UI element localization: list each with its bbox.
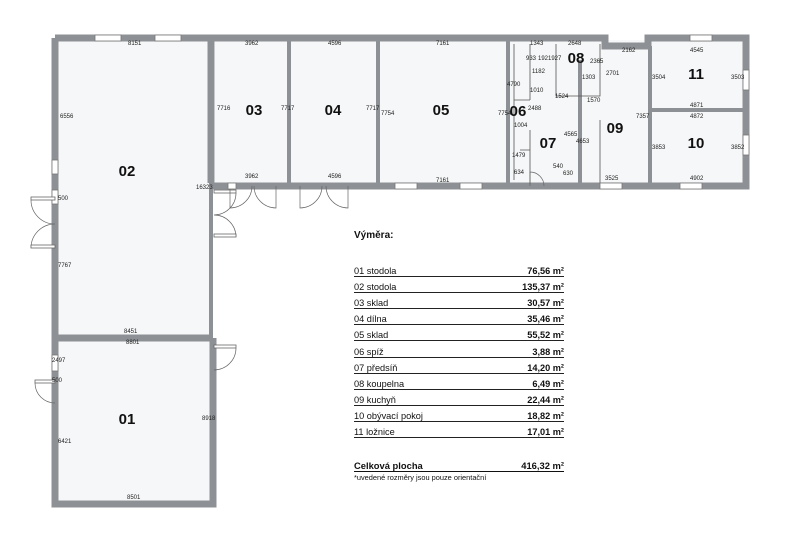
dim-label: 4565	[564, 132, 578, 138]
dim-label: 1303	[582, 75, 596, 81]
dim-label: 6421	[58, 439, 72, 445]
dim-label: 3962	[245, 174, 259, 180]
room-02-label: 02	[118, 162, 136, 180]
dim-label: 540	[553, 164, 564, 170]
legend-row	[354, 374, 564, 390]
dim-label: 4871	[690, 103, 704, 109]
legend-row-value: 30,57 m²	[527, 298, 564, 309]
dim-label: 7767	[58, 263, 72, 269]
legend-row-label: 03 sklad	[354, 298, 389, 309]
dim-label: 1921927	[538, 56, 562, 62]
dim-label: 7717	[281, 106, 295, 112]
legend-row	[354, 261, 564, 277]
legend-row-value: 76,56 m²	[527, 266, 564, 277]
dim-label: 2648	[568, 41, 582, 47]
dim-label: 4872	[690, 114, 704, 120]
dim-label: 6556	[60, 114, 74, 120]
dim-label: 1479	[512, 153, 526, 159]
legend-total	[354, 458, 564, 472]
total-label: Celková plocha	[354, 460, 423, 472]
dim-label: 7754	[498, 111, 512, 117]
legend-row-label: 05 sklad	[354, 330, 389, 341]
legend-row-label: 06 spíž	[354, 346, 384, 357]
legend-row	[354, 406, 564, 422]
legend-row	[354, 293, 564, 309]
room-03-label: 03	[245, 101, 263, 119]
room-06-label: 06	[509, 102, 527, 120]
legend-note: *uvedené rozměry jsou pouze orientační	[354, 473, 487, 483]
legend-row-value: 17,01 m²	[527, 427, 564, 438]
dim-label: 4596	[328, 41, 342, 47]
dim-label: 634	[514, 170, 525, 176]
room-11-label: 11	[688, 65, 704, 83]
legend-row	[354, 422, 564, 438]
dim-label: 8801	[126, 340, 140, 346]
room-09-label: 09	[606, 119, 624, 137]
legend-row-value: 22,44 m²	[527, 394, 564, 405]
dim-label: 16323	[196, 185, 213, 191]
dim-label: 8151	[128, 41, 142, 47]
room-07-label: 07	[539, 134, 557, 152]
dim-label: 1343	[530, 41, 544, 47]
dim-label: 3504	[652, 75, 666, 81]
dim-label: 8918	[202, 416, 216, 422]
legend-row	[354, 341, 564, 357]
legend-row-value: 18,82 m²	[527, 410, 564, 421]
dim-label: 4596	[328, 174, 342, 180]
legend-row-value: 35,46 m²	[527, 314, 564, 325]
dim-label: 3853	[652, 145, 666, 151]
dim-label: 7161	[436, 41, 450, 47]
dim-label: 2365	[590, 59, 604, 65]
legend-row-label: 09 kuchyň	[354, 394, 396, 405]
legend-title: Výměra:	[354, 230, 394, 241]
dim-label: 8451	[124, 329, 138, 335]
legend-row-label: 10 obývací pokoj	[354, 410, 423, 421]
dim-label: 2701	[606, 71, 620, 77]
legend-row-label: 07 předsíň	[354, 362, 398, 373]
dim-label: 3852	[731, 145, 745, 151]
dim-label: 1004	[514, 123, 528, 129]
room-08-label: 08	[567, 49, 585, 67]
dim-label: 1570	[587, 98, 601, 104]
legend-row-label: 04 dílna	[354, 314, 387, 325]
room-01-label: 01	[118, 410, 136, 428]
dim-label: 3525	[605, 176, 619, 182]
legend-row-value: 3,88 m²	[532, 346, 564, 357]
room-10-label: 10	[687, 134, 705, 152]
legend-row	[354, 390, 564, 406]
legend-row	[354, 358, 564, 374]
legend-row-label: 01 stodola	[354, 266, 397, 277]
legend-row-value: 14,20 m²	[527, 362, 564, 373]
dim-label: 4545	[690, 48, 704, 54]
dim-label: 1182	[532, 69, 545, 75]
dim-label: 8501	[127, 495, 141, 501]
dim-label: 4790	[507, 82, 521, 88]
legend-row-value: 55,52 m²	[527, 330, 564, 341]
room-04-label: 04	[324, 101, 342, 119]
dim-label: 7717	[366, 106, 380, 112]
dim-label: 933	[526, 56, 537, 62]
legend-row-label: 08 koupelna	[354, 378, 405, 389]
legend-row	[354, 325, 564, 341]
legend-row	[354, 309, 564, 325]
legend-rows	[354, 261, 564, 438]
dim-label: 2488	[528, 106, 542, 112]
dim-label: 500	[58, 196, 69, 202]
dim-label: 1010	[530, 88, 544, 94]
dim-label: 4653	[576, 139, 590, 145]
dim-label: 7357	[636, 114, 650, 120]
dim-label: 2162	[622, 48, 636, 54]
legend-row-value: 135,37 m²	[522, 282, 564, 293]
area-legend	[354, 230, 564, 482]
dim-label: 7161	[436, 178, 450, 184]
dim-label: 3503	[731, 75, 745, 81]
dim-label: 630	[563, 171, 574, 177]
dim-label: 1524	[555, 94, 569, 100]
dim-label: 2497	[52, 358, 66, 364]
legend-row-value: 6,49 m²	[532, 378, 564, 389]
total-value: 416,32 m²	[521, 460, 564, 472]
dim-label: 4902	[690, 176, 704, 182]
legend-row-label: 02 stodola	[354, 282, 397, 293]
dim-label: 7754	[381, 111, 395, 117]
dim-label: 7716	[217, 106, 231, 112]
dim-label: 500	[52, 378, 63, 384]
dim-label: 3962	[245, 41, 259, 47]
legend-row	[354, 277, 564, 293]
room-05-label: 05	[432, 101, 450, 119]
legend-row-label: 11 ložnice	[354, 427, 395, 438]
